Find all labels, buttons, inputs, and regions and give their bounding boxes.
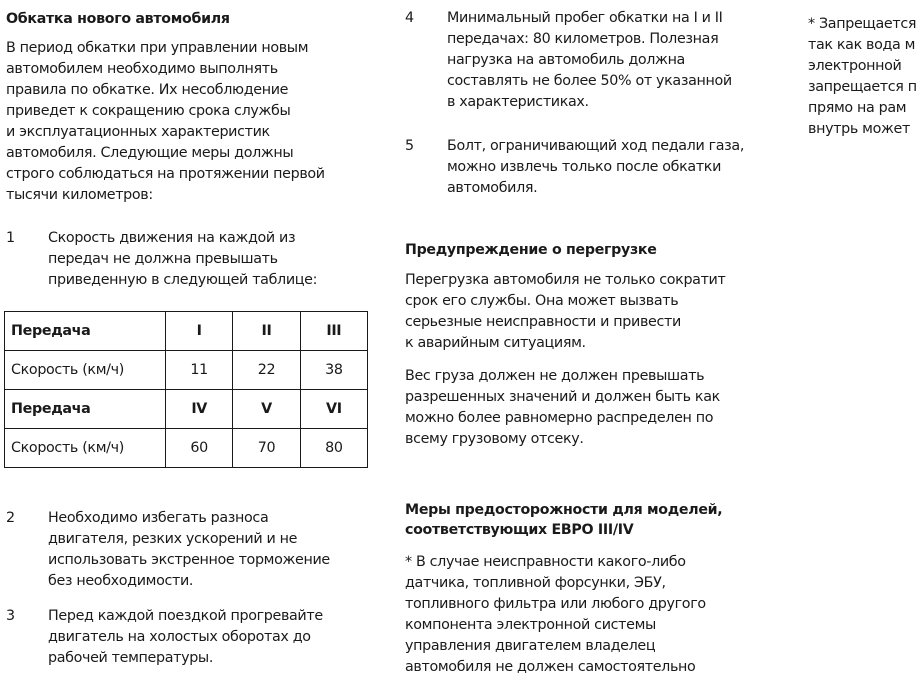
table-row (5, 312, 368, 351)
list-item-3 (6, 606, 376, 669)
text-line: внутрь может (808, 121, 910, 137)
text-line: управления двигателем владелец (405, 638, 656, 654)
intro-paragraph (6, 38, 376, 206)
list-item-4 (405, 8, 785, 113)
text-line: запрещается п (808, 79, 917, 95)
text-line: двигатель на холостых оборотах до (48, 629, 311, 645)
text-line: можно извлечь только после обкатки (447, 159, 722, 175)
text-line: Болт, ограничивающий ход педали газа, (447, 138, 745, 154)
text-line: датчика, топливной форсунки, ЭБУ, (405, 575, 666, 591)
text-line: без необходимости. (48, 573, 194, 589)
text-line: прямо на рам (808, 100, 907, 116)
text-line: серьезные неисправности и привести (405, 314, 681, 330)
table-cell: VI (300, 390, 367, 429)
text-line: Перегрузка автомобиля не только сократит (405, 272, 726, 288)
text-line: Минимальный пробег обкатки на I и II (447, 10, 723, 26)
text-line: В период обкатки при управлении новым (6, 40, 309, 56)
text-line: составлять не более 50% от указанной (447, 73, 732, 89)
list-number: 3 (6, 608, 15, 624)
text-line: автомобилем необходимо выполнять (6, 61, 278, 77)
list-number: 2 (6, 510, 15, 526)
text-line: двигателя, резких ускорений и не (48, 531, 298, 547)
text-line: * В случае неисправности какого-либо (405, 554, 686, 570)
overload-paragraph-2 (405, 366, 785, 450)
text-line: рабочей температуры. (48, 650, 214, 666)
euro-paragraph (405, 552, 785, 678)
list-number: 5 (405, 138, 414, 154)
section-heading-overload: Предупреждение о перегрузке (405, 242, 657, 258)
text-line: электронной (808, 58, 902, 74)
list-number: 4 (405, 10, 414, 26)
text-line: компонента электронной системы (405, 617, 656, 633)
table-row (5, 390, 368, 429)
list-item-2 (6, 508, 376, 592)
text-line: строго соблюдаться на протяжении первой (6, 166, 325, 182)
speed-table (4, 311, 368, 468)
table-cell: 70 (233, 429, 300, 468)
table-cell: I (166, 312, 233, 351)
table-cell: V (233, 390, 300, 429)
text-line: так как вода м (808, 37, 916, 53)
table-cell: 22 (233, 351, 300, 390)
text-line: Вес груза должен не должен превышать (405, 368, 705, 384)
text-line: передачах: 80 километров. Полезная (447, 31, 719, 47)
table-cell: IV (166, 390, 233, 429)
text-line: приведенную в следующей таблице: (48, 272, 318, 288)
table-row (5, 429, 368, 468)
text-line: топливного фильтра или любого другого (405, 596, 706, 612)
text-line: автомобиля не должен самостоятельно (405, 659, 696, 675)
text-line: тысячи километров: (6, 187, 153, 203)
table-cell: 11 (166, 351, 233, 390)
text-line: автомобиля. Следующие меры должны (6, 145, 294, 161)
text-line: * Запрещается (808, 16, 917, 32)
text-line: Перед каждой поездкой прогревайте (48, 608, 323, 624)
table-cell-label: Передача (5, 390, 166, 429)
text-line: правила по обкатке. Их несоблюдение (6, 82, 289, 98)
section-heading-euro (405, 500, 785, 540)
text-line: срок его службы. Она может вызвать (405, 293, 679, 309)
text-line: всему грузовому отсеку. (405, 431, 584, 447)
table-row (5, 351, 368, 390)
table-cell: III (300, 312, 367, 351)
text-line: к аварийным ситуациям. (405, 335, 586, 351)
text-line: приведет к сокращению срока службы (6, 103, 291, 119)
text-line: Скорость движения на каждой из (48, 230, 296, 246)
list-item-5 (405, 136, 785, 199)
text-line: Необходимо избегать разноса (48, 510, 269, 526)
text-line: разрешенных значений и должен быть как (405, 389, 720, 405)
heading-line: соответствующих ЕВРО III/IV (405, 522, 634, 538)
section-heading-break-in: Обкатка нового автомобиля (6, 11, 230, 27)
text-line: использовать экстренное торможение (48, 552, 330, 568)
text-line: автомобиля. (447, 180, 538, 196)
overload-paragraph-1 (405, 270, 785, 354)
table-cell: 80 (300, 429, 367, 468)
text-line: можно более равномерно распределен по (405, 410, 714, 426)
heading-line: Меры предосторожности для моделей, (405, 502, 723, 518)
table-cell-label: Скорость (км/ч) (5, 351, 166, 390)
text-line: в характеристиках. (447, 94, 589, 110)
table-cell: 38 (300, 351, 367, 390)
list-item-1 (6, 228, 376, 291)
text-line: нагрузка на автомобиль должна (447, 52, 685, 68)
table-cell: 60 (166, 429, 233, 468)
text-line: передач не должна превышать (48, 251, 278, 267)
table-cell-label: Скорость (км/ч) (5, 429, 166, 468)
text-line: и эксплуатационных характеристик (6, 124, 270, 140)
table-cell-label: Передача (5, 312, 166, 351)
table-cell: II (233, 312, 300, 351)
prohibition-paragraph (808, 14, 917, 140)
list-number: 1 (6, 230, 15, 246)
